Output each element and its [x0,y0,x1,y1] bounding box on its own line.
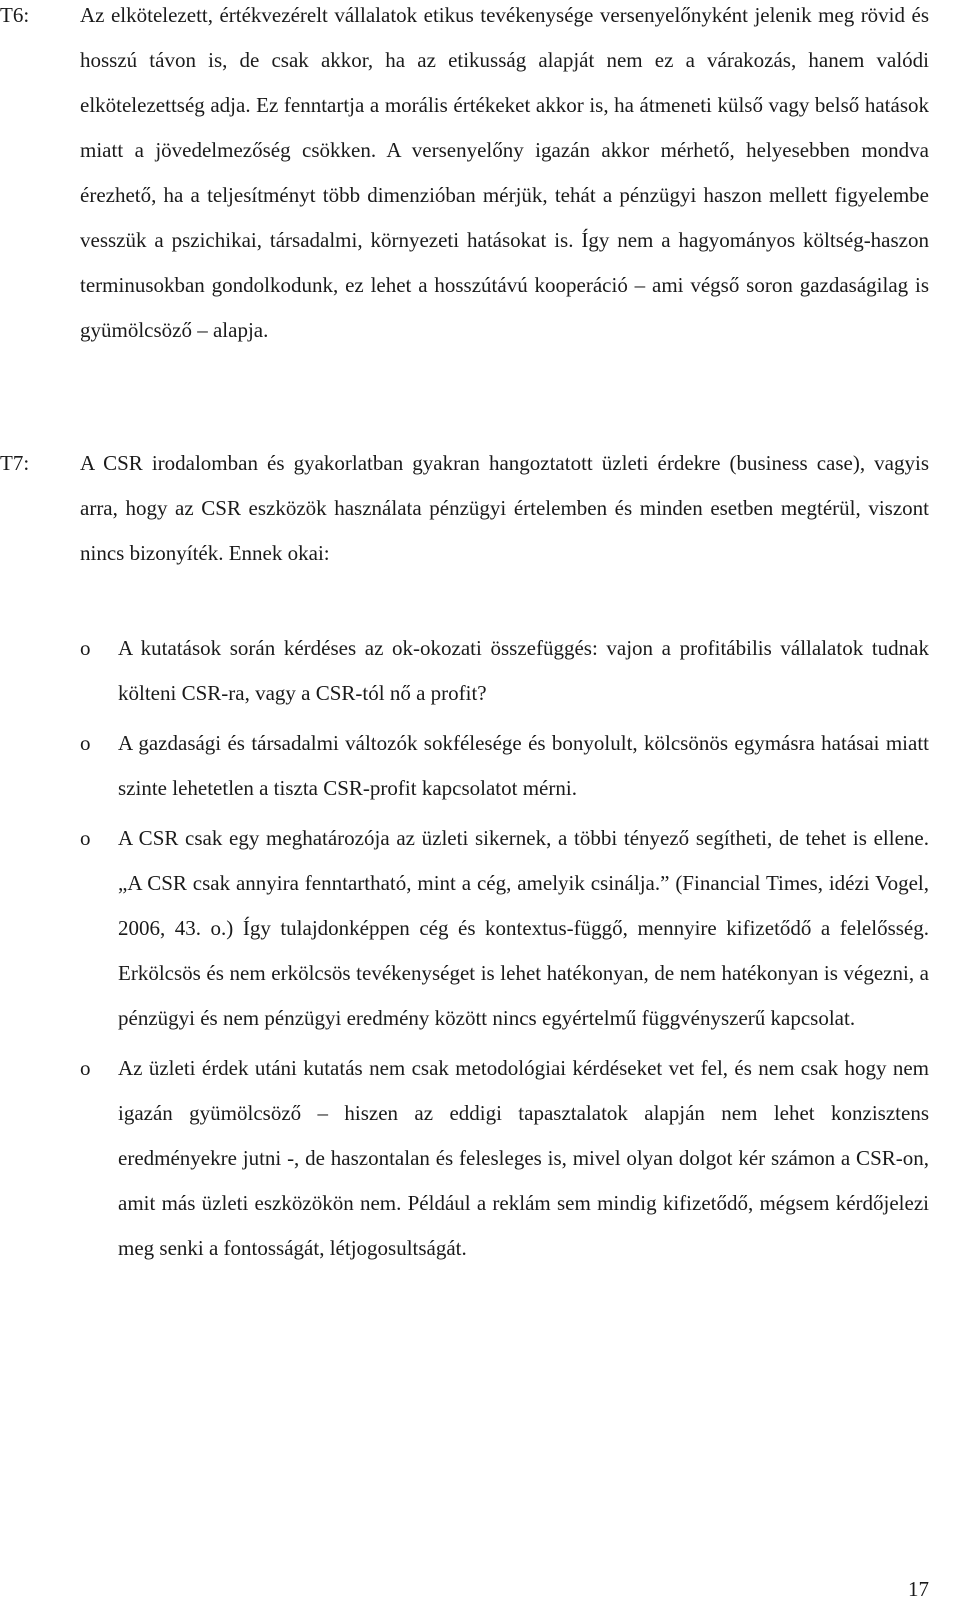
list-item [0,816,960,1041]
list-item [0,721,960,811]
bullet-text: A kutatások során kérdéses az ok-okozati összefüggés: vajon a profitábilis vállalatok tudnak költeni CSR-ra, vagy a CSR-tól nő a profit? [118,636,929,705]
thesis-label: T6: [0,3,30,27]
list-item [0,626,960,716]
reasons-list [0,626,960,1276]
list-item [0,1046,960,1271]
bullet-text: Az üzleti érdek utáni kutatás nem csak metodológiai kérdéseket vet fel, és nem csak hogy nem igazán gyümölcsöző – hiszen az eddigi tapasztalatok alapján nem lehet konzisztens eredményekre jutni -, de haszontalan és felesleges is, mivel olyan dolgot kér számon a CSR-on, amit más üzleti eszközökön nem. Például a reklám sem mindig kifizetődő, mégsem kérdőjelezi meg senki a fontosságát, létjogosultságát. [118,1056,929,1260]
bullet-marker: o [80,1056,91,1080]
thesis-text: A CSR irodalomban és gyakorlatban gyakran hangoztatott üzleti érdekre (business case), vagyis arra, hogy az CSR eszközök használata pénzügyi értelemben és minden esetben megtérül, viszont nincs bizonyíték. Ennek okai: [80,451,929,565]
bullet-marker: o [80,731,91,755]
thesis-label: T7: [0,451,30,475]
bullet-marker: o [80,636,91,660]
thesis-text: Az elkötelezett, értékvezérelt vállalatok etikus tevékenysége versenyelőnyként jelenik meg rövid és hosszú távon is, de csak akkor, ha az etikusság alapját nem ez a várakozás, hanem valódi elkötelezettség adja. Ez fenntartja a morális értékeket akkor is, ha átmeneti külső vagy belső hatások miatt a jövedelmezőség csökken. A versenyelőny igazán akkor mérhető, helyesebben mondva érezhető, ha a teljesítményt több dimenzióban mérjük, tehát a pénzügyi haszon mellett figyelembe vesszük a pszichikai, társadalmi, környezeti hatásokat is. Így nem a hagyományos költség-haszon terminusokban gondolkodunk, ez lehet a hosszútávú kooperáció – ami végső soron gazdaságilag is gyümölcsöző – alapja. [80,3,929,342]
page-number: 17 [908,1577,929,1601]
bullet-text: A gazdasági és társadalmi változók sokfélesége és bonyolult, kölcsönös egymásra hatásai miatt szinte lehetetlen a tiszta CSR-profit kapcsolatot mérni. [118,731,929,800]
bullet-text: A CSR csak egy meghatározója az üzleti sikernek, a többi tényező segítheti, de tehet is ellene. „A CSR csak annyira fenntartható, mint a cég, amelyik csinálja.” (Financial Times, idézi Vogel, 2006, 43. o.) Így tulajdonképpen cég és kontextus-függő, mennyire kifizetődő a felelősség. Erkölcsös és nem erkölcsös tevékenységet is lehet hatékonyan, de nem hatékonyan is végezni, a pénzügyi és nem pénzügyi eredmény között nincs egyértelmű függvényszerű kapcsolat. [118,826,929,1030]
bullet-marker: o [80,826,91,850]
